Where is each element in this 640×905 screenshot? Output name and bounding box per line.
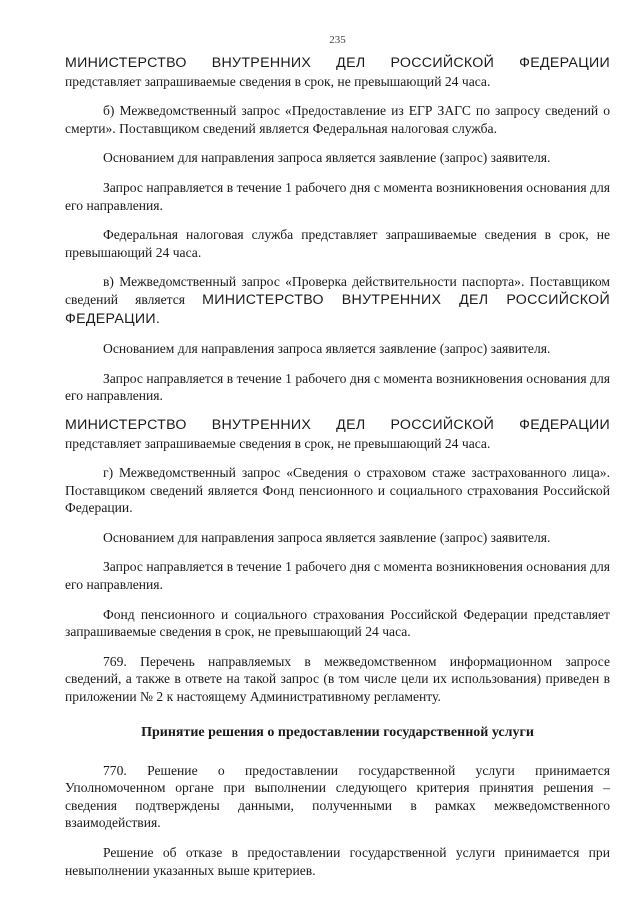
paragraph-request-b: б) Межведомственный запрос «Предоставление из ЕГР ЗАГС по запросу сведений о смерти». Поставщиком сведений является Федеральная налоговая служба.	[65, 103, 610, 136]
paragraph-request-v	[65, 273, 610, 328]
paragraph-text: представляет запрашиваемые сведения в срок, не превышающий 24 часа.	[65, 435, 491, 451]
paragraph-request-g: г) Межведомственный запрос «Сведения о страховом стаже застрахованного лица». Поставщиком сведений является Фонд пенсионного и социального страхования Российской Федерации.	[65, 465, 610, 516]
paragraph-timing-b: Запрос направляется в течение 1 рабочего дня с момента возникновения основания для его направления.	[65, 179, 610, 213]
document-page	[65, 0, 610, 905]
paragraph-basis-b: Основанием для направления запроса является заявление (запрос) заявителя.	[103, 150, 551, 166]
paragraph-basis-g: Основанием для направления запроса является заявление (запрос) заявителя.	[103, 529, 551, 545]
ministry-name: МИНИСТЕРСТВО ВНУТРЕННИХ ДЕЛ РОССИЙСКОЙ ФЕДЕРАЦИИ	[65, 416, 610, 433]
paragraph-sfr-response-time: Фонд пенсионного и социального страхования Российской Федерации представляет запрашиваемые сведения в срок, не превышающий 24 часа.	[65, 606, 610, 640]
paragraph-refusal: Решение об отказе в предоставлении государственной услуги принимается при невыполнении указанных выше критериев.	[65, 845, 610, 878]
paragraph-timing-v: Запрос направляется в течение 1 рабочего дня с момента возникновения основания для его направления.	[65, 370, 610, 404]
ministry-name: МИНИСТЕРСТВО ВНУТРЕННИХ ДЕЛ РОССИЙСКОЙ ФЕДЕРАЦИИ.	[65, 291, 610, 327]
paragraph-mvd-response-time-2	[65, 417, 610, 452]
ministry-name: МИНИСТЕРСТВО ВНУТРЕННИХ ДЕЛ РОССИЙСКОЙ ФЕДЕРАЦИИ	[65, 55, 610, 71]
paragraph-text: в) Межведомственный запрос «Проверка действительности паспорта». Поставщиком сведений является	[65, 274, 610, 307]
paragraph-769: 769. Перечень направляемых в межведомственном информационном запросе сведений, а также в ответе на такой запрос (в том числе цели их использования) приведен в приложении № 2 к настоящему Административному регламенту.	[65, 653, 610, 705]
paragraph-text: представляет запрашиваемые сведения в срок, не превышающий 24 часа.	[65, 73, 491, 89]
paragraph-timing-g: Запрос направляется в течение 1 рабочего дня с момента возникновения основания для его направления.	[65, 559, 610, 593]
paragraph-mvd-response-time	[65, 55, 610, 90]
paragraph-fns-response-time: Федеральная налоговая служба представляет запрашиваемые сведения в срок, не превышающий 24 часа.	[65, 227, 610, 260]
paragraph-basis-v: Основанием для направления запроса является заявление (запрос) заявителя.	[103, 341, 551, 357]
paragraph-770: 770. Решение о предоставлении государственной услуги принимается Уполномоченном органе при выполнении следующего критерия принятия решения – сведения подтверждены данными, полученными в рамках межведомственного взаимодействия.	[65, 762, 610, 831]
document-body	[65, 55, 610, 891]
section-heading: Принятие решения о предоставлении государственной услуги	[141, 724, 534, 740]
page-number: 235	[329, 34, 346, 46]
